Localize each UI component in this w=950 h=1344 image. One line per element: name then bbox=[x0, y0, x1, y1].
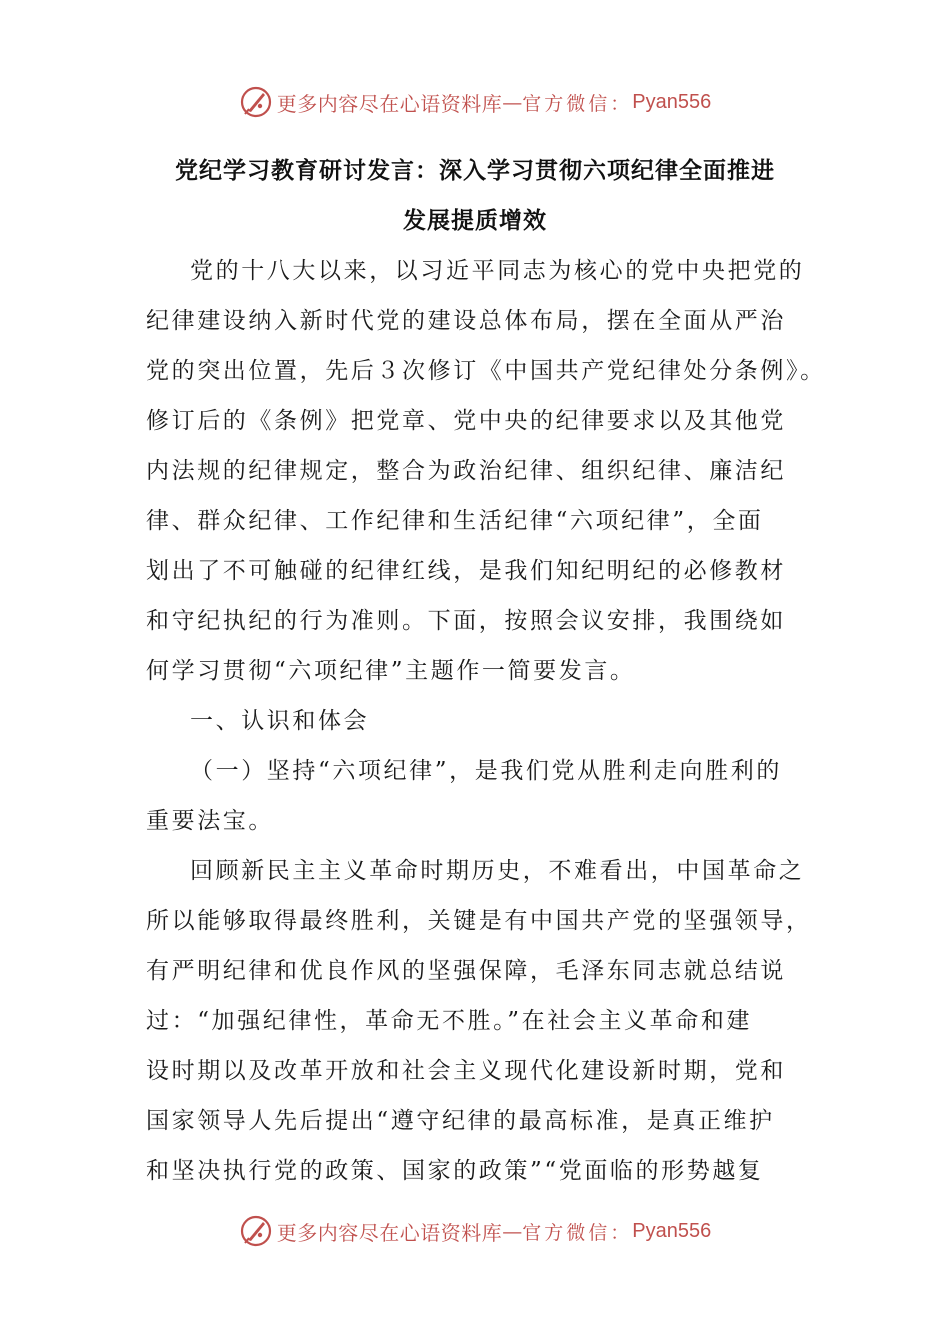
body-line: 回顾新民主主义革命时期历史，不难看出，中国革命之 bbox=[190, 858, 805, 884]
body-line: 所以能够取得最终胜利，关键是有中国共产党的坚强领导， bbox=[146, 908, 812, 934]
banner-text: 更多内容尽在心语资料库 bbox=[276, 91, 503, 116]
body-line: 过：“加强纪律性，革命无不胜。”在社会主义革命和建 bbox=[146, 1008, 753, 1034]
banner-wechat-id: Pyan556 bbox=[632, 1219, 712, 1242]
header-banner bbox=[0, 82, 950, 122]
footer-banner bbox=[0, 1211, 950, 1251]
body-line: 党的突出位置，先后３次修订《中国共产党纪律处分条例》。 bbox=[146, 358, 826, 384]
quill-logo-icon bbox=[239, 85, 273, 119]
subsection-heading-continued: 重要法宝。 bbox=[146, 808, 274, 834]
body-line: 修订后的《条例》把党章、党中央的纪律要求以及其他党 bbox=[146, 408, 786, 434]
body-line: 划出了不可触碰的纪律红线，是我们知纪明纪的必修教材 bbox=[146, 558, 786, 584]
subsection-heading: （一）坚持“六项纪律”，是我们党从胜利走向胜利的 bbox=[190, 758, 782, 784]
banner-separator: — bbox=[502, 1219, 523, 1243]
body-line: 党的十八大以来，以习近平同志为核心的党中央把党的 bbox=[190, 258, 805, 284]
body-line: 律、群众纪律、工作纪律和生活纪律“六项纪律”，全面 bbox=[146, 508, 764, 534]
body-line: 何学习贯彻“六项纪律”主题作一简要发言。 bbox=[146, 658, 636, 684]
body-line: 纪律建设纳入新时代党的建设总体布局，摆在全面从严治 bbox=[146, 308, 786, 334]
body-line: 和坚决执行党的政策、国家的政策”“党面临的形势越复 bbox=[146, 1158, 764, 1184]
body-line: 和守纪执纪的行为准则。下面，按照会议安排，我围绕如 bbox=[146, 608, 786, 634]
body-line: 设时期以及改革开放和社会主义现代化建设新时期，党和 bbox=[146, 1058, 786, 1084]
body-line: 内法规的纪律规定，整合为政治纪律、组织纪律、廉洁纪 bbox=[146, 458, 786, 484]
banner-wechat-id: Pyan556 bbox=[632, 90, 712, 113]
banner-text: 更多内容尽在心语资料库 bbox=[276, 1220, 503, 1245]
banner-separator: — bbox=[502, 90, 523, 114]
banner-wechat-label: 官方微信： bbox=[522, 1221, 633, 1244]
document-title-line-2: 发展提质增效 bbox=[403, 208, 547, 234]
banner-wechat-label: 官方微信： bbox=[522, 92, 633, 115]
body-line: 有严明纪律和优良作风的坚强保障，毛泽东同志就总结说 bbox=[146, 958, 786, 984]
section-heading: 一、认识和体会 bbox=[190, 708, 370, 734]
body-line: 国家领导人先后提出“遵守纪律的最高标准，是真正维护 bbox=[146, 1108, 775, 1134]
document-title-line-1: 党纪学习教育研讨发言：深入学习贯彻六项纪律全面推进 bbox=[175, 158, 775, 184]
quill-logo-icon bbox=[239, 1214, 273, 1248]
